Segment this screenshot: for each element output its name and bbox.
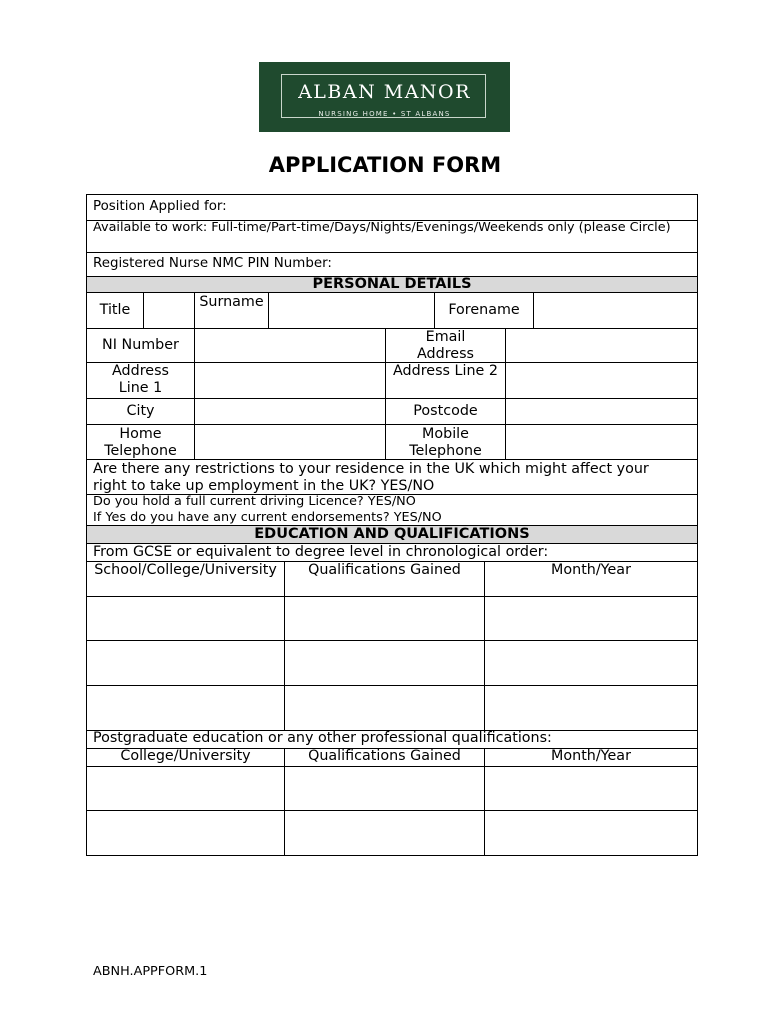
position-applied-label: Position Applied for:	[93, 199, 227, 214]
education-row-1-school-field[interactable]	[86, 596, 285, 641]
logo-name: ALBAN MANOR	[298, 81, 471, 103]
title-label: Title	[99, 302, 131, 318]
email-label: Email Address	[417, 329, 474, 362]
email-field[interactable]	[505, 328, 698, 363]
education-row-3-school-field[interactable]	[86, 685, 285, 731]
postgrad-row-1-college-field[interactable]	[86, 766, 285, 811]
education-intro: From GCSE or equivalent to degree level in chronological order:	[93, 544, 549, 560]
pg-month-year-column-header: Month/Year	[551, 748, 631, 764]
nmc-pin-label: Registered Nurse NMC PIN Number:	[93, 256, 332, 271]
month-year-column-header: Month/Year	[551, 562, 631, 578]
qualifications-column-header: Qualifications Gained	[308, 562, 461, 578]
education-row-1-date-field[interactable]	[484, 596, 698, 641]
mobile-telephone-label: Mobile Telephone	[409, 426, 482, 459]
personal-details-heading: PERSONAL DETAILS	[86, 276, 698, 293]
availability-label: Available to work: Full-time/Part-time/Days/Nights/Evenings/Weekends only (please Circle)	[93, 220, 671, 235]
residence-restrictions-question: Are there any restrictions to your residence in the UK which might affect your right to take up employment in the UK? YES/NO	[93, 461, 649, 494]
forename-field[interactable]	[533, 292, 698, 329]
home-telephone-field[interactable]	[194, 424, 386, 460]
city-label: City	[126, 403, 155, 419]
address2-field[interactable]	[505, 362, 698, 399]
postgrad-row-2-college-field[interactable]	[86, 810, 285, 856]
form-title: APPLICATION FORM	[268, 153, 502, 177]
education-row-2-qualifications-field[interactable]	[284, 640, 485, 686]
surname-field[interactable]	[268, 292, 435, 329]
form-code-footer: ABNH.APPFORM.1	[93, 964, 208, 979]
title-field[interactable]	[143, 292, 195, 329]
postgrad-row-2-date-field[interactable]	[484, 810, 698, 856]
postgrad-row-1-date-field[interactable]	[484, 766, 698, 811]
forename-label: Forename	[448, 302, 520, 318]
postgrad-intro: Postgraduate education or any other professional qualifications:	[93, 730, 552, 746]
city-field[interactable]	[194, 398, 386, 425]
endorsements-question: If Yes do you have any current endorsements? YES/NO	[93, 510, 442, 525]
education-row-3-qualifications-field[interactable]	[284, 685, 485, 731]
home-telephone-label: Home Telephone	[104, 426, 177, 459]
alban-manor-logo	[259, 62, 510, 132]
address2-label: Address Line 2	[393, 363, 498, 379]
pg-college-column-header: College/University	[120, 748, 251, 764]
education-row-1-qualifications-field[interactable]	[284, 596, 485, 641]
school-column-header: School/College/University	[94, 562, 277, 578]
education-row-2-date-field[interactable]	[484, 640, 698, 686]
address1-field[interactable]	[194, 362, 386, 399]
postcode-field[interactable]	[505, 398, 698, 425]
surname-label: Surname	[199, 294, 264, 310]
ni-number-field[interactable]	[194, 328, 386, 363]
education-row-2-school-field[interactable]	[86, 640, 285, 686]
mobile-telephone-field[interactable]	[505, 424, 698, 460]
postgrad-row-1-qualifications-field[interactable]	[284, 766, 485, 811]
postgrad-row-2-qualifications-field[interactable]	[284, 810, 485, 856]
logo-subtitle: NURSING HOME • ST ALBANS	[318, 110, 451, 118]
pg-qualifications-column-header: Qualifications Gained	[308, 748, 461, 764]
address1-label: Address Line 1	[112, 363, 169, 396]
driving-licence-question: Do you hold a full current driving Licence? YES/NO	[93, 494, 416, 509]
postcode-label: Postcode	[413, 403, 478, 419]
education-row-3-date-field[interactable]	[484, 685, 698, 731]
education-heading: EDUCATION AND QUALIFICATIONS	[86, 525, 698, 544]
ni-number-label: NI Number	[102, 337, 179, 353]
